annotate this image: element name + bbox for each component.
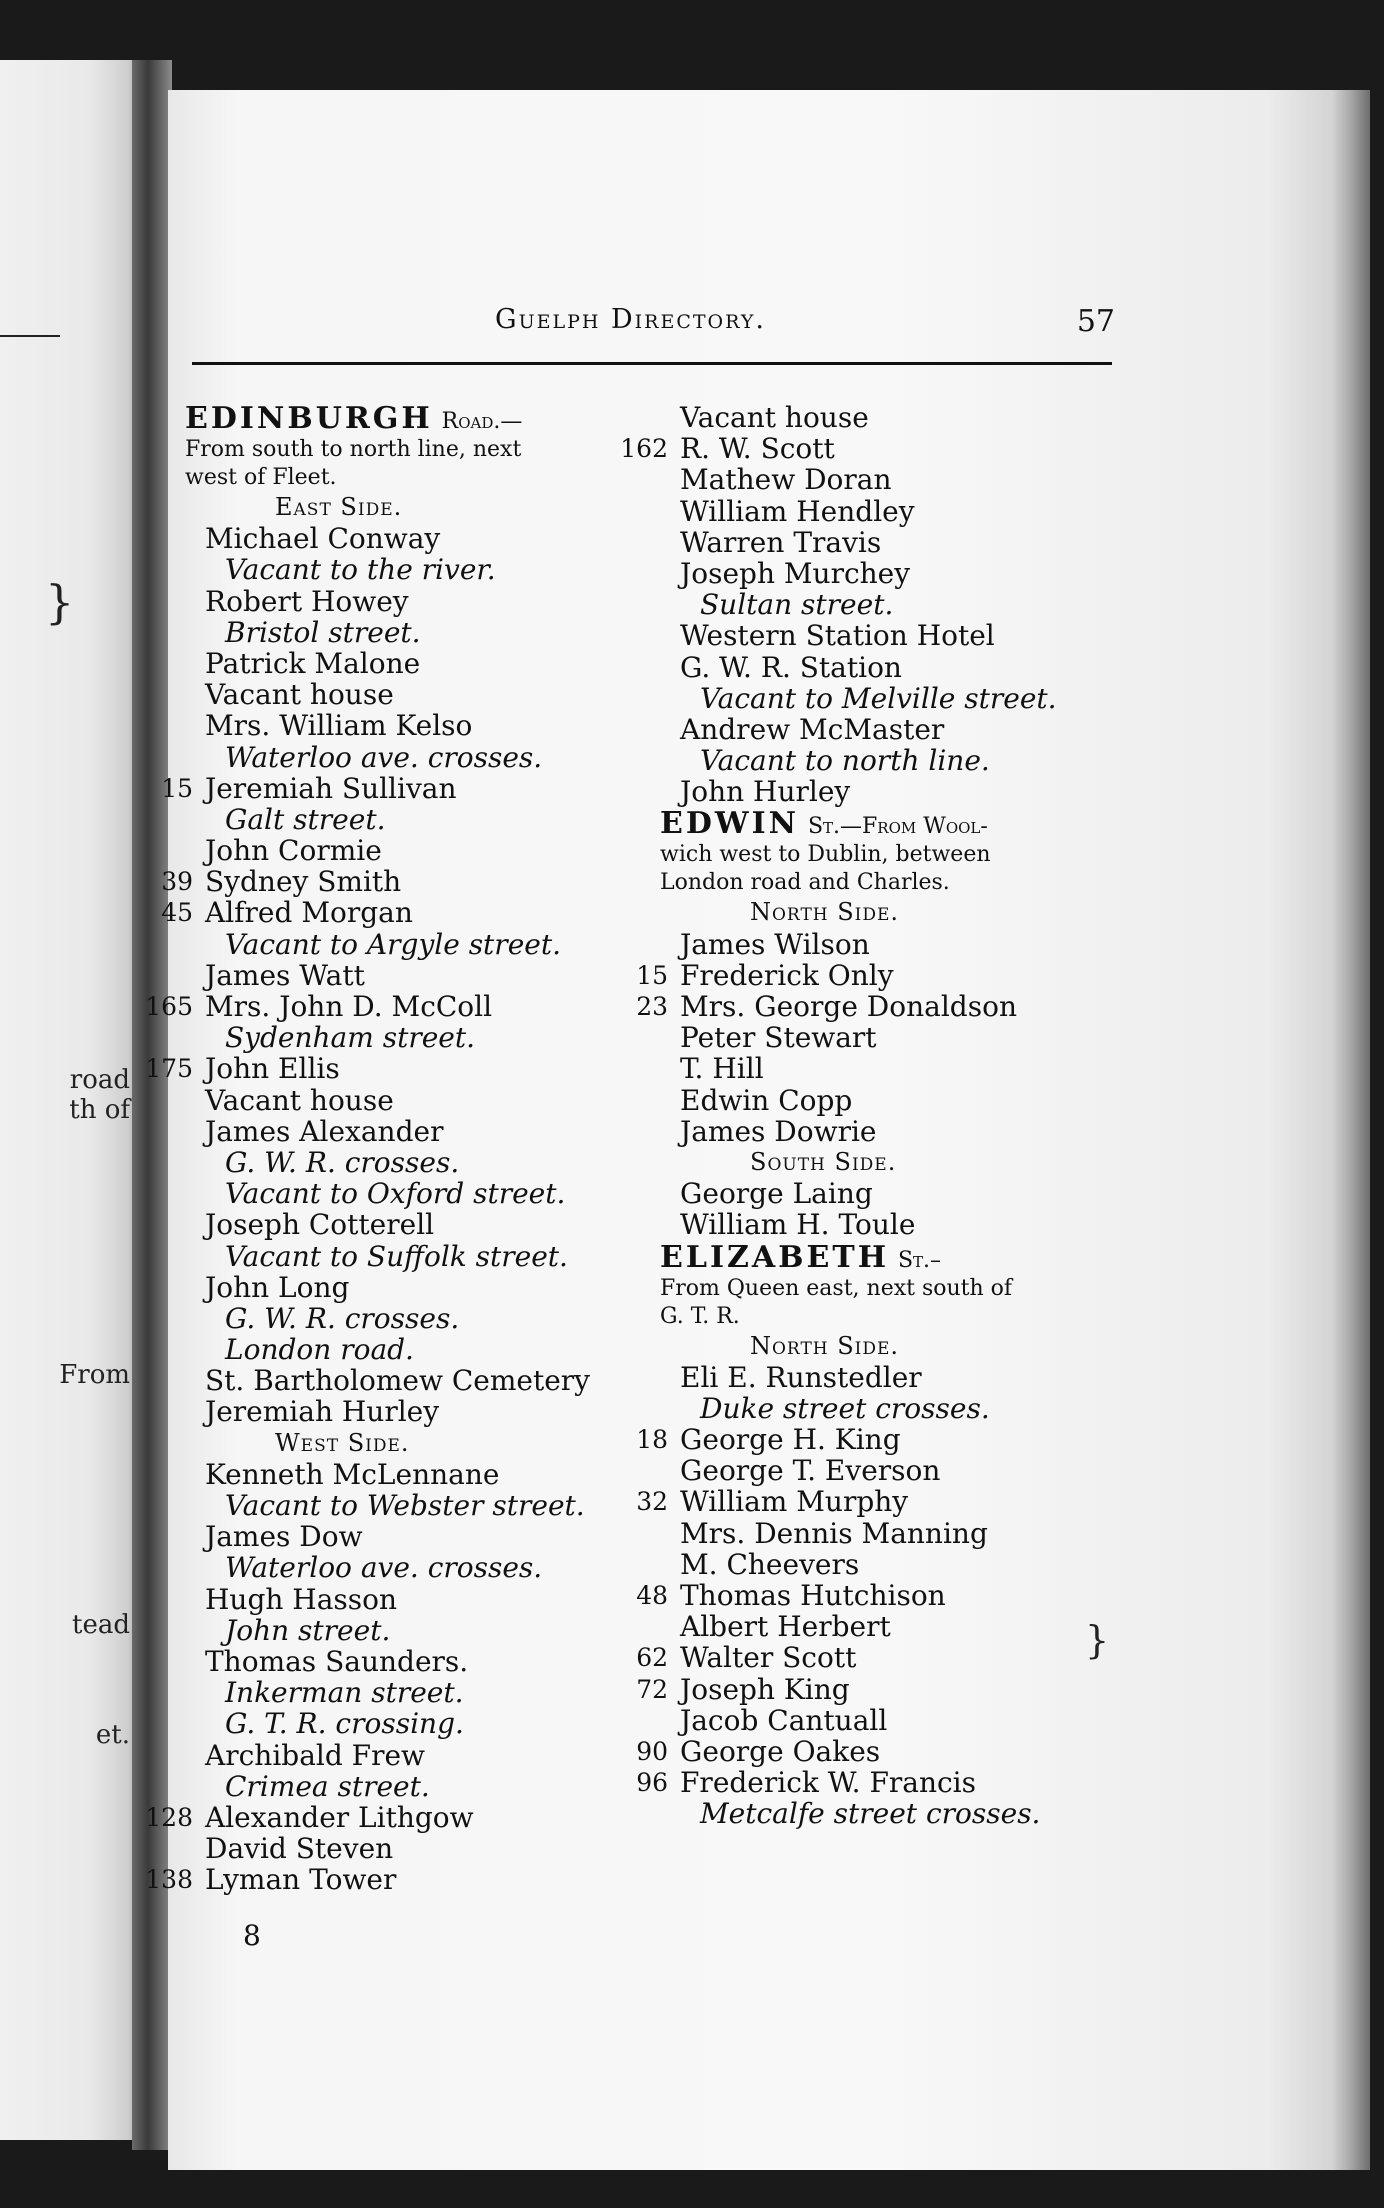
resident-entry (636, 990, 1120, 1023)
resident-name: Joseph Murchey (680, 556, 911, 590)
left-fragment: road (69, 1065, 130, 1095)
cross-street-text: G. W. R. crosses. (225, 1145, 460, 1179)
resident-entry (185, 1396, 645, 1427)
cross-street-line (185, 1303, 645, 1334)
resident-name: William Hendley (680, 494, 915, 528)
resident-entry (185, 1116, 645, 1147)
cross-street-line (185, 1552, 645, 1583)
cross-street-line (660, 745, 1120, 776)
street-name: EDINBURGH (185, 401, 433, 436)
resident-name: Kenneth McLennane (205, 1457, 500, 1491)
resident-name: Mrs. Dennis Manning (680, 1516, 988, 1550)
cross-street-line (185, 1490, 645, 1521)
right-column (620, 401, 1120, 1831)
side-heading-text: North Side. (750, 898, 900, 927)
resident-entry (185, 679, 645, 710)
cross-street-text: Vacant to Webster street. (225, 1489, 585, 1522)
cross-street-text: Vacant to north line. (700, 744, 990, 778)
resident-name: John Long (205, 1270, 350, 1304)
cross-street-line (660, 1393, 1120, 1424)
cross-street-text: Vacant to Suffolk street. (225, 1239, 568, 1273)
resident-name: Patrick Malone (205, 646, 421, 680)
resident-entry (660, 1053, 1120, 1084)
cross-street-text: Crimea street. (225, 1769, 430, 1803)
street-description (660, 869, 1120, 897)
resident-entry (185, 835, 645, 866)
resident-entry (185, 960, 645, 991)
cross-street-line (185, 1334, 645, 1365)
cross-street-text: Metcalfe street crosses. (700, 1797, 1041, 1831)
house-number: 162 (620, 434, 668, 464)
resident-name: Albert Herbert (680, 1610, 891, 1644)
resident-entry (185, 1646, 645, 1677)
resident-entry (660, 496, 1120, 527)
resident-entry (185, 523, 645, 554)
cross-street-line (185, 1147, 645, 1178)
resident-entry (185, 1459, 645, 1490)
resident-entry (145, 1863, 645, 1897)
page-edge-shadow (1330, 90, 1370, 2170)
resident-name: Peter Stewart (680, 1021, 877, 1055)
left-fragment: et. (95, 1720, 130, 1750)
left-fragment: From (59, 1360, 130, 1390)
resident-entry (620, 432, 1120, 466)
resident-entry (660, 776, 1120, 807)
resident-name: Hugh Hasson (205, 1582, 398, 1616)
street-name: EDWIN (660, 806, 800, 842)
running-title: Guelph Directory. (495, 304, 766, 335)
resident-entry (185, 1584, 645, 1615)
resident-entry (161, 865, 645, 899)
house-number: 23 (636, 992, 668, 1021)
resident-name: James Dowrie (680, 1114, 877, 1148)
cross-street-text: Sultan street. (700, 588, 894, 622)
resident-name: Mrs. William Kelso (205, 709, 473, 743)
side-heading-text: West Side. (275, 1428, 410, 1457)
resident-entry (660, 1178, 1120, 1209)
house-number: 48 (636, 1581, 668, 1610)
resident-name: Edwin Copp (680, 1083, 853, 1117)
street-description-start: St.– (897, 1247, 942, 1273)
resident-name: Michael Conway (205, 522, 441, 556)
description-text: wich west to Dublin, between (660, 842, 991, 868)
resident-entry (145, 1800, 645, 1834)
street-heading-text (185, 402, 522, 439)
resident-name: James Alexander (205, 1114, 444, 1148)
resident-entry (660, 402, 1120, 433)
resident-entry (185, 1365, 645, 1396)
resident-entry (636, 1672, 1120, 1706)
resident-name: Vacant house (680, 401, 869, 434)
resident-entry (161, 771, 645, 805)
street-heading (185, 402, 645, 436)
description-text: From Queen east, next south of (660, 1275, 1013, 1301)
resident-name: John Hurley (680, 775, 851, 809)
resident-entry (185, 1833, 645, 1864)
cross-street-line (185, 1771, 645, 1802)
street-description (185, 436, 645, 464)
resident-name: Jeremiah Sullivan (205, 771, 457, 805)
resident-name: William H. Toule (680, 1208, 916, 1242)
description-text: From south to north line, next (185, 437, 522, 462)
house-number: 62 (636, 1643, 668, 1673)
street-description (660, 841, 1120, 869)
house-number: 18 (636, 1425, 668, 1455)
resident-entry (660, 1705, 1120, 1736)
resident-entry (185, 648, 645, 679)
cross-street-line (185, 804, 645, 835)
side-heading (660, 1147, 1120, 1178)
resident-entry (145, 1052, 645, 1086)
resident-entry (660, 620, 1120, 651)
resident-name: Mathew Doran (680, 463, 892, 497)
resident-entry (660, 527, 1120, 558)
resident-name: T. Hill (680, 1052, 764, 1086)
resident-name: Joseph Cotterell (205, 1208, 435, 1242)
resident-entry (185, 1209, 645, 1240)
resident-name: James Dow (205, 1520, 363, 1554)
resident-name: Frederick Only (680, 958, 894, 992)
cross-street-text: Vacant to Argyle street. (225, 927, 561, 961)
house-number: 32 (636, 1487, 668, 1517)
resident-name: Western Station Hotel (680, 619, 995, 653)
street-description (660, 1275, 1120, 1303)
cross-street-line (185, 1178, 645, 1209)
page-number: 57 (1076, 304, 1115, 339)
street-description-start: St.—From Wool- (807, 814, 988, 840)
resident-name: David Steven (205, 1832, 394, 1866)
side-heading-text: East Side. (275, 493, 403, 521)
description-text: west of Fleet. (185, 465, 337, 490)
resident-entry (660, 1022, 1120, 1053)
resident-name: Alexander Lithgow (205, 1800, 474, 1834)
left-brace: } (45, 575, 75, 629)
resident-name: Mrs. John D. McColl (205, 990, 493, 1023)
house-number: 45 (161, 898, 193, 928)
cross-street-text: John street. (225, 1613, 391, 1647)
resident-entry (660, 1549, 1120, 1580)
resident-entry (185, 586, 645, 617)
cross-street-text: Bristol street. (225, 615, 421, 649)
resident-name: George Laing (680, 1177, 873, 1211)
side-heading-text: North Side. (750, 1331, 900, 1360)
resident-name: Frederick W. Francis (680, 1766, 976, 1800)
side-heading (185, 1428, 645, 1459)
resident-entry (660, 1611, 1120, 1642)
resident-entry (660, 1209, 1120, 1240)
resident-name: Jacob Cantuall (680, 1703, 888, 1737)
cross-street-text: London road. (225, 1333, 414, 1367)
house-number: 175 (145, 1054, 193, 1084)
cross-street-text: G. T. R. crossing. (225, 1707, 464, 1741)
resident-name: Warren Travis (680, 525, 882, 559)
resident-name: John Ellis (205, 1052, 340, 1086)
street-heading (660, 1241, 1120, 1275)
cross-street-line (660, 589, 1120, 620)
cross-street-line (185, 742, 645, 773)
resident-entry (636, 1641, 1120, 1675)
cross-street-text: G. W. R. crosses. (225, 1301, 460, 1335)
resident-name: William Murphy (680, 1485, 909, 1519)
resident-name: Vacant house (205, 678, 394, 712)
resident-entry (636, 1423, 1120, 1457)
side-heading (185, 492, 645, 523)
cross-street-line (660, 1798, 1120, 1829)
left-fragment: tead (72, 1610, 130, 1640)
resident-name: Joseph King (680, 1672, 850, 1706)
house-number: 96 (636, 1768, 668, 1798)
house-number: 15 (636, 960, 668, 990)
resident-entry (660, 1518, 1120, 1549)
cross-street-text: Waterloo ave. crosses. (225, 740, 543, 774)
resident-entry (660, 652, 1120, 683)
resident-name: Sydney Smith (205, 865, 402, 899)
resident-entry (636, 1485, 1120, 1519)
resident-entry (636, 1734, 1120, 1768)
house-number: 128 (145, 1802, 193, 1832)
resident-name: Robert Howey (205, 584, 409, 618)
cross-street-text: Vacant to Oxford street. (225, 1177, 566, 1211)
resident-name: James Wilson (680, 927, 870, 961)
cross-street-line (185, 1708, 645, 1739)
cross-street-line (185, 1022, 645, 1053)
resident-entry (660, 464, 1120, 495)
street-description (660, 1303, 1120, 1331)
resident-entry (660, 714, 1120, 745)
resident-name: Vacant house (205, 1083, 394, 1117)
resident-entry (185, 1740, 645, 1771)
resident-name: James Watt (205, 958, 365, 992)
resident-name: George Oakes (680, 1734, 881, 1768)
house-number: 15 (161, 773, 193, 803)
cross-street-text: Vacant to Melville street. (700, 681, 1057, 715)
resident-entry (660, 558, 1120, 589)
resident-name: Andrew McMaster (680, 712, 945, 746)
resident-name: Archibald Frew (205, 1738, 426, 1772)
description-text: London road and Charles. (660, 870, 950, 896)
resident-name: John Cormie (205, 834, 382, 868)
left-page-rule (0, 335, 60, 337)
house-number: 138 (145, 1865, 193, 1895)
house-number: 39 (161, 867, 193, 897)
resident-entry (660, 1116, 1120, 1147)
resident-entry (185, 1085, 645, 1116)
house-number: 90 (636, 1736, 668, 1766)
street-name: ELIZABETH (660, 1239, 890, 1275)
left-fragment: th of (69, 1095, 130, 1125)
cross-street-line (660, 683, 1120, 714)
resident-entry (185, 1521, 645, 1552)
resident-name: Walter Scott (680, 1641, 857, 1675)
resident-name: St. Bartholomew Cemetery (205, 1364, 590, 1398)
cross-street-line (185, 1615, 645, 1646)
street-heading (660, 807, 1120, 841)
cross-street-text: Vacant to the river. (225, 553, 496, 587)
resident-name: Mrs. George Donaldson (680, 990, 1017, 1023)
right-brace: } (1085, 1618, 1110, 1662)
street-description-start: Road.— (441, 409, 523, 434)
resident-name: Thomas Saunders. (205, 1644, 469, 1678)
resident-name: Alfred Morgan (205, 896, 413, 930)
resident-entry (185, 1272, 645, 1303)
cross-street-line (185, 617, 645, 648)
resident-entry (161, 896, 645, 930)
book-gutter (132, 60, 172, 2150)
cross-street-line (185, 1241, 645, 1272)
street-heading-text (660, 807, 988, 844)
cross-street-line (185, 554, 645, 585)
header-rule (192, 362, 1112, 365)
side-heading-text: South Side. (750, 1147, 897, 1176)
description-text: G. T. R. (660, 1303, 740, 1329)
side-heading (660, 897, 1120, 928)
resident-name: Eli E. Runstedler (680, 1360, 922, 1394)
house-number: 72 (636, 1674, 668, 1704)
resident-name: Jeremiah Hurley (205, 1395, 440, 1429)
resident-entry (636, 958, 1120, 992)
cross-street-text: Galt street. (225, 802, 386, 836)
resident-name: M. Cheevers (680, 1547, 860, 1581)
cross-street-text: Duke street crosses. (700, 1391, 990, 1425)
street-heading-text (660, 1241, 941, 1278)
resident-entry (145, 990, 645, 1023)
page-header (325, 212, 1115, 339)
resident-name: Lyman Tower (205, 1863, 397, 1897)
resident-entry (660, 1362, 1120, 1393)
resident-entry (660, 1455, 1120, 1486)
resident-entry (185, 710, 645, 741)
resident-entry (660, 1085, 1120, 1116)
cross-street-line (185, 929, 645, 960)
resident-name: George T. Everson (680, 1454, 941, 1488)
resident-name: R. W. Scott (680, 432, 835, 466)
cross-street-text: Inkerman street. (225, 1676, 464, 1710)
side-heading (660, 1331, 1120, 1362)
left-column (145, 401, 645, 1897)
resident-name: Thomas Hutchison (680, 1579, 946, 1612)
cross-street-text: Sydenham street. (225, 1021, 476, 1055)
cross-street-text: Waterloo ave. crosses. (225, 1551, 543, 1585)
resident-name: G. W. R. Station (680, 650, 902, 684)
house-number: 165 (145, 992, 193, 1021)
resident-entry (636, 1766, 1120, 1800)
resident-entry (660, 929, 1120, 960)
resident-name: George H. King (680, 1423, 901, 1457)
resident-entry (636, 1579, 1120, 1612)
cross-street-line (185, 1677, 645, 1708)
street-description (185, 464, 645, 492)
